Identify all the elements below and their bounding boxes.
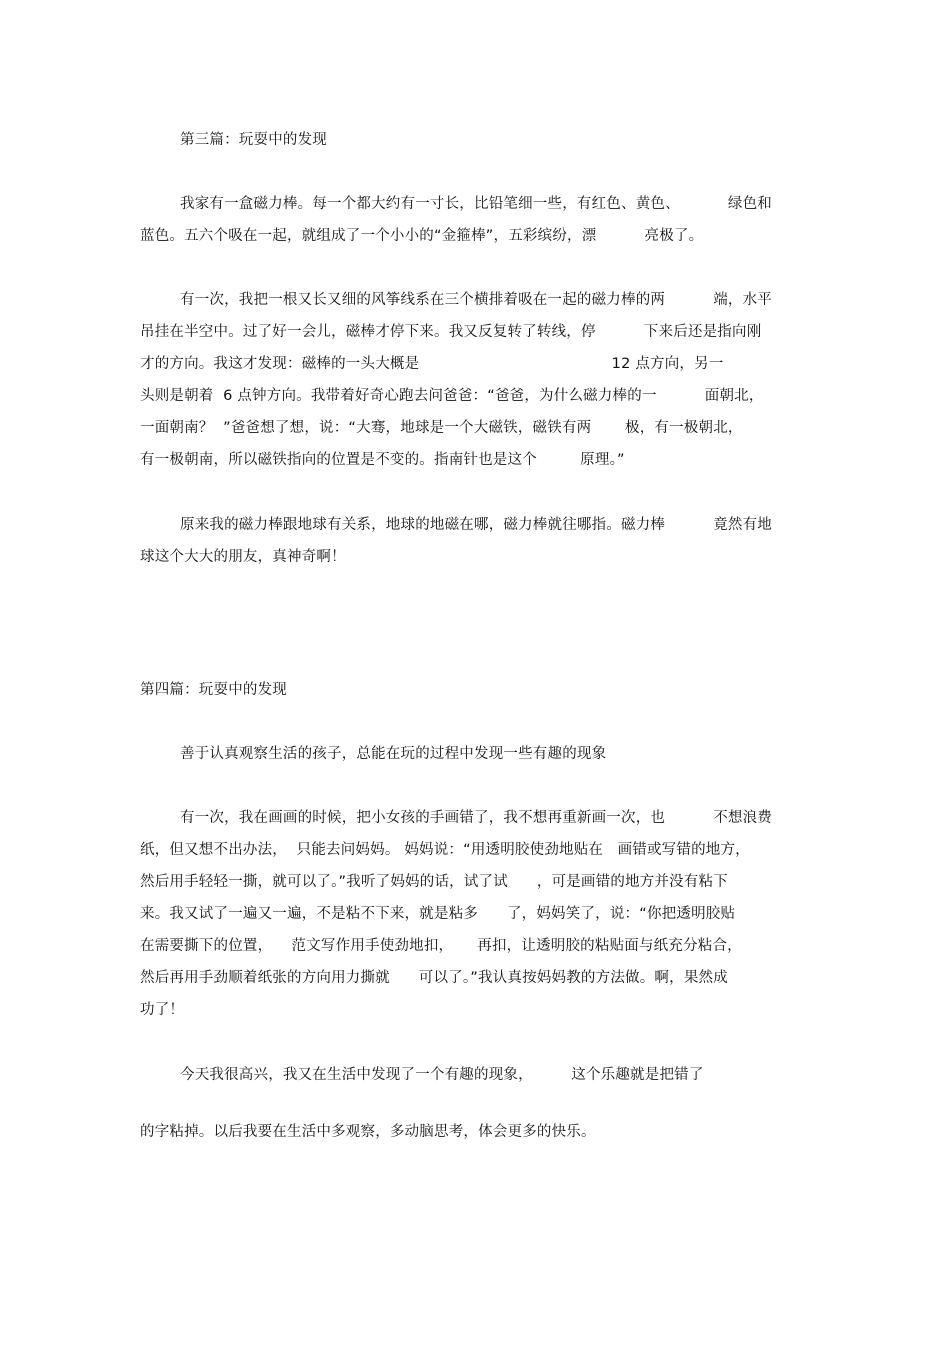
- text-line: 然后用手轻轻一撕，就可以了。”我听了妈妈的话，试了试 ，可是画错的地方并没有粘下: [140, 874, 728, 890]
- text-line: 原来我的磁力棒跟地球有关系，地球的地磁在哪，磁力棒就往哪指。磁力棒 竟然有地: [180, 517, 772, 533]
- text-line: 有一极朝南，所以磁铁指向的位置是不变的。指南针也是这个 原理。”: [140, 452, 625, 468]
- text-line: 来。我又试了一遍又一遍，不是粘不下来，就是粘多 了，妈妈笑了，说：“你把透明胶贴: [140, 906, 736, 922]
- text-line: 今天我很高兴，我又在生活中发现了一个有趣的现象， 这个乐趣就是把错了: [180, 1067, 704, 1083]
- section3-title: 第三篇：玩耍中的发现: [180, 132, 327, 148]
- text-line: 我家有一盒磁力棒。每一个都大约有一寸长，比铅笔细一些，有红色、黄色、 绿色和: [180, 196, 772, 212]
- text-line: 才的方向。我这才发现：磁棒的一头大概是 12 点方向，另一: [140, 356, 724, 372]
- text-line: 一面朝南？ ”爸爸想了想，说：“大骞，地球是一个大磁铁，磁铁有两 极，有一极朝北，: [140, 420, 743, 436]
- text-line: 吊挂在半空中。过了好一会儿，磁棒才停下来。我又反复转了转线，停 下来后还是指向刚: [140, 324, 762, 340]
- text-line: 纸，但又想不出办法， 只能去问妈妈。 妈妈说：“用透明胶使劲地贴在 画错或写错的地方，: [140, 842, 750, 858]
- text-line: 有一次，我把一根又长又细的风筝线系在三个横排着吸在一起的磁力棒的两 端，水平: [180, 292, 772, 308]
- text-line: 头则是朝着 6 点钟方向。我带着好奇心跑去问爸爸：“爸爸，为什么磁力棒的一 面朝北，: [140, 388, 764, 404]
- text-line: 在需要撕下的位置， 范文写作用手使劲地扣， 再扣，让透明胶的粘贴面与纸充分粘合，: [140, 938, 742, 954]
- text-line: 球这个大大的朋友，真神奇啊！: [140, 549, 346, 565]
- text-line: 善于认真观察生活的孩子，总能在玩的过程中发现一些有趣的现象: [180, 746, 607, 762]
- text-line: 然后再用手劲顺着纸张的方向用力撕就 可以了。”我认真按妈妈教的方法做。啊，果然成: [140, 970, 728, 986]
- text-line: 功了！: [140, 1002, 185, 1018]
- text-line: 的字粘掉。以后我要在生活中多观察，多动脑思考，体会更多的快乐。: [140, 1124, 596, 1140]
- text-line: 蓝色。五六个吸在一起，就组成了一个小小的“金箍棒”，五彩缤纷，漂 亮极了。: [140, 228, 704, 244]
- section4-title: 第四篇：玩耍中的发现: [140, 682, 287, 698]
- text-line: 有一次，我在画画的时候，把小女孩的手画错了，我不想再重新画一次，也 不想浪费: [180, 810, 772, 826]
